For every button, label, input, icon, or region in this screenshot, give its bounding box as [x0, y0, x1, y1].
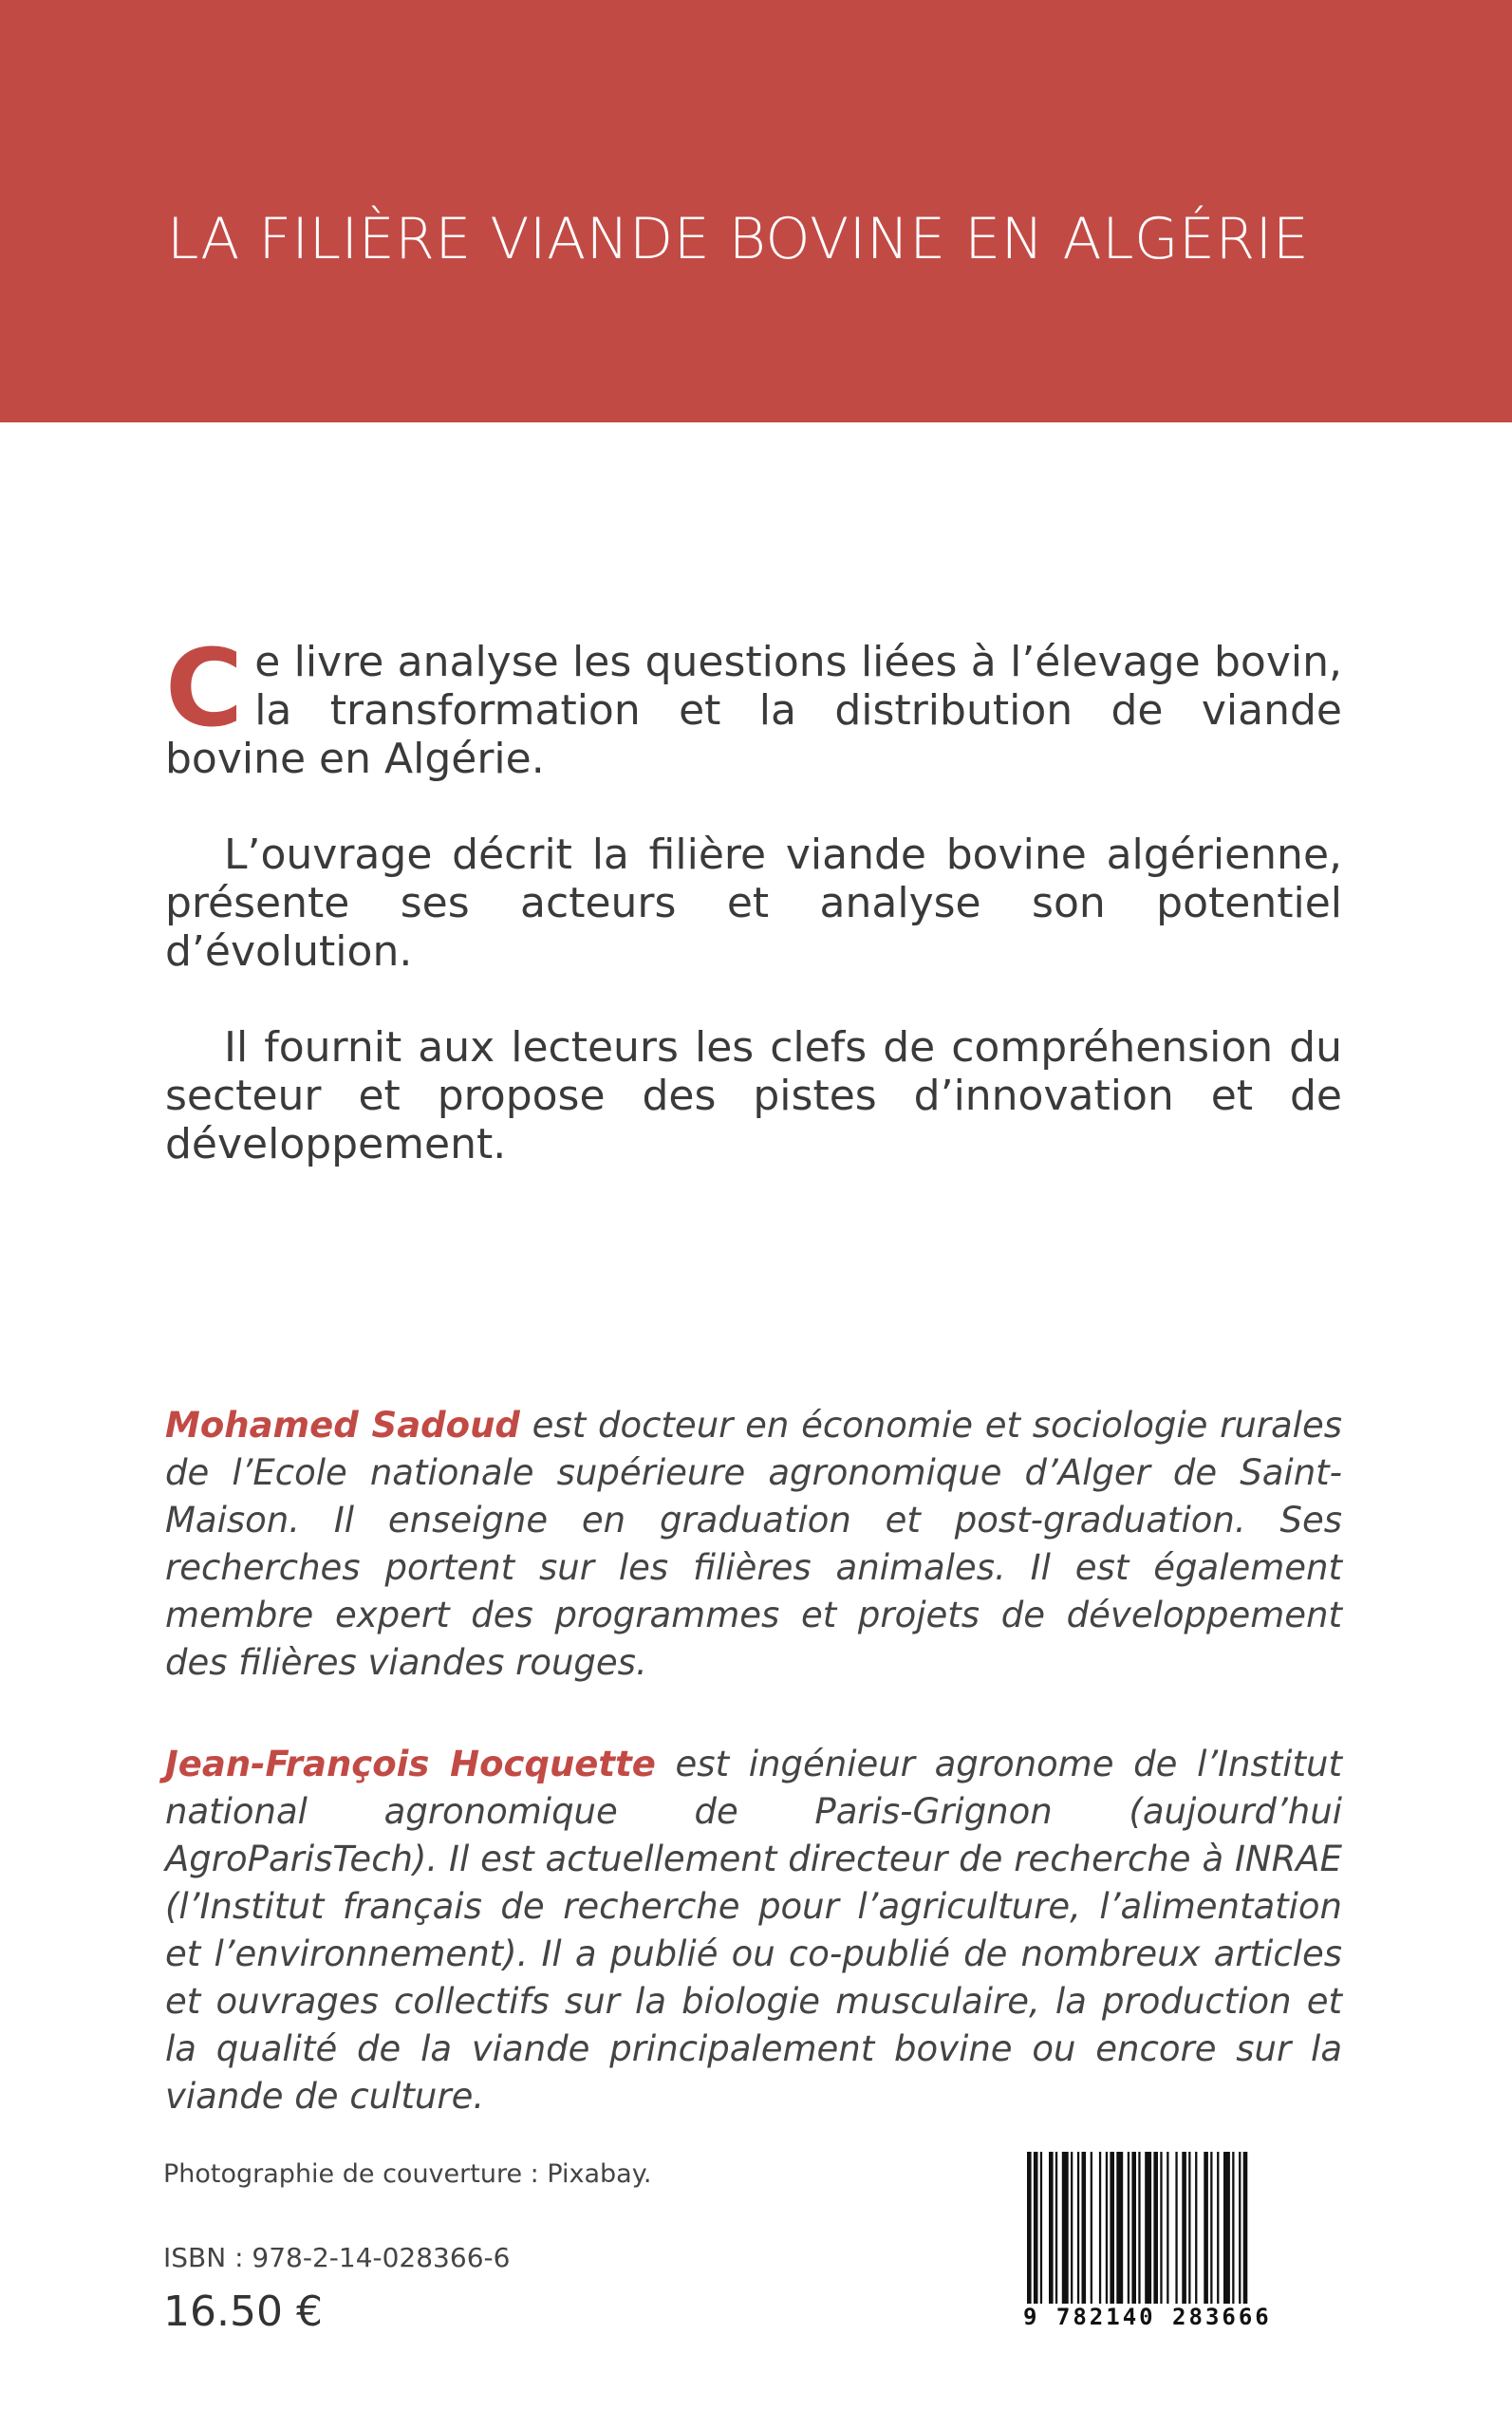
barcode-bar: [1062, 2152, 1069, 2304]
blurb-paragraph-3: Il fournit aux lecteurs les clefs de compréhension du secteur et propose des pistes d’innovation et de développement.: [165, 1023, 1342, 1168]
barcode-bar: [1160, 2152, 1162, 2304]
photo-credit: Photographie de couverture : Pixabay.: [163, 2159, 652, 2189]
barcode-bar: [1195, 2152, 1197, 2304]
author-bio-2-text: est ingénieur agronome de l’Institut national agronomique de Paris-Grignon (aujourd’hui AgroParisTech). Il est actuellement directeur de recherche à INRAE (l’Institut français de recherche pour l’agriculture, l’alimentation et l’environnement). Il a publié ou co-publié de nombreux articles et ouvrages collectifs sur la biologie musculaire, la production et la qualité de la viande principalement bovine ou encore sur la viande de culture.: [165, 1744, 1343, 2117]
barcode-bars: [1023, 2152, 1308, 2304]
barcode-bar: [1243, 2152, 1248, 2304]
isbn: ISBN : 978-2-14-028366-6: [163, 2242, 511, 2273]
barcode-bar: [1217, 2152, 1219, 2304]
barcode-bar: [1040, 2152, 1042, 2304]
author-bio-2: [165, 1741, 1342, 2120]
barcode-bar: [1034, 2152, 1038, 2304]
barcode-bar: [1049, 2152, 1054, 2304]
barcode-bar: [1223, 2152, 1230, 2304]
barcode-bar: [1182, 2152, 1186, 2304]
barcode-bar: [1239, 2152, 1241, 2304]
book-title: LA FILIÈRE VIANDE BOVINE EN ALGÉRIE: [167, 206, 1310, 272]
barcode: [1023, 2152, 1308, 2336]
blurb-paragraph-2: L’ouvrage décrit la filière viande bovine algérienne, présente ses acteurs et analyse son potentiel d’évolution.: [165, 831, 1342, 976]
barcode-bar: [1188, 2152, 1190, 2304]
back-cover-blurb: [165, 627, 1342, 1216]
barcode-bar: [1210, 2152, 1212, 2304]
barcode-bar: [1099, 2152, 1101, 2304]
barcode-bar: [1116, 2152, 1123, 2304]
barcode-bar: [1138, 2152, 1140, 2304]
barcode-bar: [1027, 2152, 1032, 2304]
author-name-1: Mohamed Sadoud: [165, 1405, 520, 1446]
barcode-bar: [1106, 2152, 1108, 2304]
price: 16.50 €: [163, 2288, 323, 2336]
barcode-bar: [1071, 2152, 1073, 2304]
barcode-bar: [1110, 2152, 1114, 2304]
barcode-bar: [1131, 2152, 1136, 2304]
author-name-2: Jean-François Hocquette: [165, 1744, 656, 1784]
barcode-bar: [1145, 2152, 1151, 2304]
drop-cap: C: [165, 627, 244, 751]
barcode-bar: [1232, 2152, 1234, 2304]
barcode-digits: 9 782140 283666: [1023, 2304, 1272, 2330]
barcode-bar: [1175, 2152, 1177, 2304]
barcode-bar: [1167, 2152, 1168, 2304]
blurb-paragraph-1-text: e livre analyse les questions liées à l’élevage bovin, la transformation et la distribution de viande bovine en Algérie.: [165, 638, 1342, 783]
barcode-bar: [1091, 2152, 1092, 2304]
barcode-bar: [1153, 2152, 1158, 2304]
author-bio-1-text: est docteur en économie et sociologie rurales de l’Ecole nationale supérieure agronomique d’Alger de Saint-Maison. Il enseigne en graduation et post-graduation. Ses recherches portent sur les filières animales. Il est également membre expert des programmes et projets de développement des filières viandes rouges.: [165, 1405, 1342, 1683]
barcode-bar: [1204, 2152, 1208, 2304]
blurb-paragraph-1: [165, 627, 1342, 783]
barcode-bar: [1082, 2152, 1087, 2304]
author-bio-1: [165, 1402, 1342, 1687]
barcode-bar: [1128, 2152, 1129, 2304]
barcode-bar: [1055, 2152, 1057, 2304]
title-band: [0, 0, 1512, 422]
barcode-bar: [1077, 2152, 1079, 2304]
